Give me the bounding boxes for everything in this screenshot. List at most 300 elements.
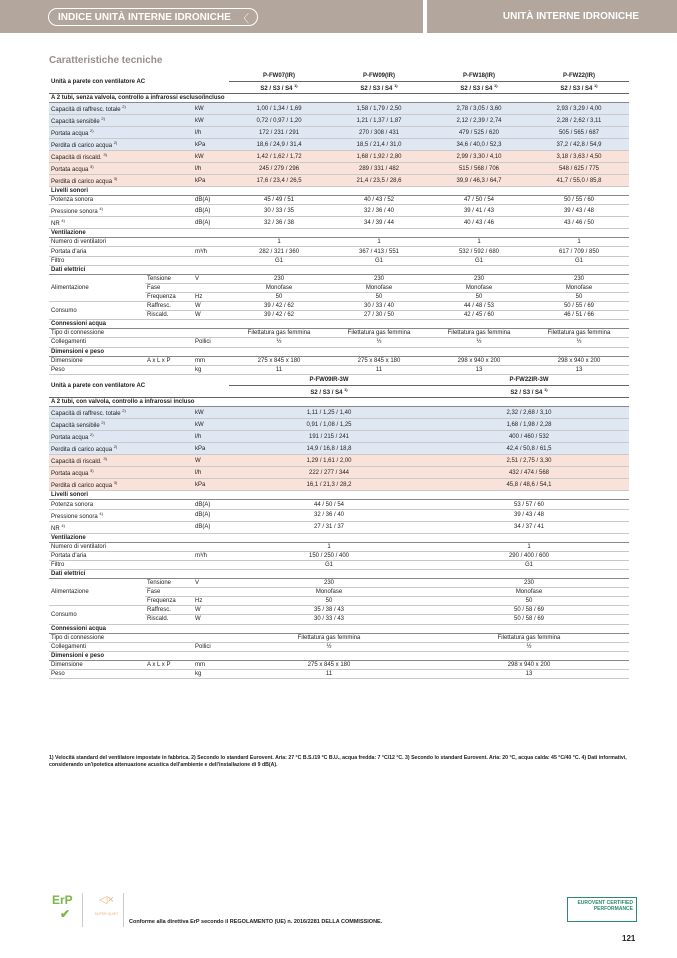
cell-value: 39 / 42 / 62 <box>229 311 329 320</box>
row-unit: kPa <box>193 139 229 151</box>
cell-value: 50 <box>229 597 429 606</box>
cell-value: 45,8 / 48,6 / 54,1 <box>429 479 629 491</box>
row-label: Portata acqua $^{2)}$ <box>49 127 193 139</box>
group-row <box>49 187 629 196</box>
row-unit: dB(A) <box>193 217 229 229</box>
cell-value: 1 <box>229 542 429 551</box>
cell-value: 42,4 / 50,8 / 61,5 <box>429 443 629 455</box>
cell-value: 282 / 321 / 360 <box>229 247 329 256</box>
cell-value: 42 / 45 / 60 <box>429 311 529 320</box>
row-label: Dimensione <box>49 660 145 669</box>
index-link-label: INDICE UNITÀ INTERNE IDRONICHE <box>58 12 231 23</box>
row-unit: Pollici <box>193 338 229 347</box>
table-row <box>49 365 629 374</box>
cell-value: 1,00 / 1,34 / 1,69 <box>229 103 329 115</box>
row-label: Consumo <box>49 606 145 624</box>
cell-value: 1,58 / 1,79 / 2,50 <box>329 103 429 115</box>
row-label: Capacità sensibile $^{2)}$ <box>49 115 193 127</box>
cell-value: 50 / 58 / 69 <box>429 606 629 615</box>
cell-value: 39,9 / 46,3 / 64,7 <box>429 175 529 187</box>
table-row <box>49 238 629 247</box>
cell-value: 245 / 279 / 296 <box>229 163 329 175</box>
footnote-ref: 1) <box>344 387 348 393</box>
row-label: Perdita di carico acqua $^{2)}$ <box>49 139 193 151</box>
cell-value: 172 / 231 / 291 <box>229 127 329 139</box>
cell-value: 17,6 / 23,4 / 26,5 <box>229 175 329 187</box>
cell-value: ½ <box>529 338 629 347</box>
row-unit: m³/h <box>193 247 229 256</box>
cell-value: G1 <box>229 256 329 265</box>
cell-value: 39 / 43 / 48 <box>429 509 629 521</box>
group-title: Livelli sonori <box>49 491 629 500</box>
cell-value: 13 <box>429 365 529 374</box>
row-label: Perdita di carico acqua $^{3)}$ <box>49 175 193 187</box>
table-row <box>49 338 629 347</box>
group-row <box>49 569 629 578</box>
table-row <box>49 606 629 615</box>
cell-value: 44 / 48 / 53 <box>429 302 529 311</box>
footnote-ref: 2) <box>90 128 94 134</box>
cell-value: 532 / 592 / 680 <box>429 247 529 256</box>
cell-value: 2,12 / 2,39 / 2,74 <box>429 115 529 127</box>
cell-value: 298 x 940 x 200 <box>529 356 629 365</box>
table-row <box>49 579 629 588</box>
footnote-ref: 1) <box>394 83 398 88</box>
cell-value: ½ <box>429 642 629 651</box>
cell-value: 222 / 277 / 344 <box>229 467 429 479</box>
table-row <box>49 642 629 651</box>
footnote-ref: 4) <box>61 522 65 528</box>
table-row <box>49 256 629 265</box>
group-title: A 2 tubi, con valvola, controllo a infrarossi incluso <box>49 398 629 407</box>
footnote-ref: 3) <box>103 456 107 462</box>
cell-value: 34 / 39 / 44 <box>329 217 429 229</box>
table-row <box>49 205 629 217</box>
cell-value: 515 / 568 / 706 <box>429 163 529 175</box>
row-unit: kPa <box>193 479 229 491</box>
row-sublabel: Riscald. <box>145 615 193 624</box>
cell-value: 230 <box>429 274 529 283</box>
spec-table <box>49 70 629 679</box>
cell-value: ½ <box>429 338 529 347</box>
cell-value: Filettatura gas femmina <box>429 329 529 338</box>
footnote-ref: 3) <box>113 176 118 182</box>
cell-value: 40 / 43 / 52 <box>329 196 429 205</box>
cell-value: 50 <box>329 292 429 301</box>
row-sublabel: Tensione <box>145 579 193 588</box>
row-sublabel: Fase <box>145 283 193 292</box>
group-title: Dati elettrici <box>49 569 629 578</box>
model-header-row <box>49 70 629 82</box>
row-label: Pressione sonora $^{4)}$ <box>49 509 193 521</box>
table-row <box>49 175 629 187</box>
cell-value: 11 <box>229 669 429 678</box>
speed-label: S2 / S3 / S4 $^{1)}$ <box>529 82 629 94</box>
group-row <box>49 651 629 660</box>
cell-value: 14,9 / 16,8 / 18,8 <box>229 443 429 455</box>
cell-value: 2,78 / 3,05 / 3,60 <box>429 103 529 115</box>
row-unit: V <box>193 579 229 588</box>
table-row <box>49 103 629 115</box>
row-unit: kg <box>193 669 229 678</box>
row-label: Pressione sonora $^{4)}$ <box>49 205 193 217</box>
cell-value: 32 / 36 / 38 <box>229 217 329 229</box>
cell-value: ½ <box>229 642 429 651</box>
row-label: Peso <box>49 669 193 678</box>
cell-value: Filettatura gas femmina <box>229 633 429 642</box>
cell-value: 43 / 46 / 50 <box>529 217 629 229</box>
cell-value: G1 <box>529 256 629 265</box>
row-unit: dB(A) <box>193 500 229 509</box>
model-name: P-FW07(IR) <box>229 70 329 82</box>
row-label: Numero di ventilatori <box>49 238 193 247</box>
group-title: Connessioni acqua <box>49 320 629 329</box>
row-label: Peso <box>49 365 193 374</box>
eurovent-logo <box>567 897 637 922</box>
cell-value: Filettatura gas femmina <box>529 329 629 338</box>
index-link[interactable] <box>48 8 258 26</box>
speed-label: S2 / S3 / S4 $^{1)}$ <box>429 386 629 398</box>
section-title: UNITÀ INTERNE IDRONICHE <box>502 11 639 22</box>
row-unit <box>193 238 229 247</box>
table-row <box>49 419 629 431</box>
header-label: Unità a parete con ventilatore AC <box>49 70 229 94</box>
page-title: Caratteristiche tecniche <box>49 55 163 66</box>
row-label: Perdita di carico acqua $^{3)}$ <box>49 479 193 491</box>
cell-value: 27 / 31 / 37 <box>229 521 429 533</box>
table-row <box>49 479 629 491</box>
cell-value: G1 <box>429 256 529 265</box>
cell-value: 18,5 / 21,4 / 31,0 <box>329 139 429 151</box>
cell-value: 41,7 / 55,0 / 85,8 <box>529 175 629 187</box>
table-row <box>49 431 629 443</box>
footnote-ref: 3) <box>103 152 107 158</box>
cell-value: 40 / 43 / 46 <box>429 217 529 229</box>
cell-value: 53 / 57 / 60 <box>429 500 629 509</box>
cell-value: 1 <box>529 238 629 247</box>
row-label: Capacità di riscald. $^{3)}$ <box>49 455 193 467</box>
row-label: Capacità di riscald. $^{3)}$ <box>49 151 193 163</box>
table-row <box>49 633 629 642</box>
row-unit: m³/h <box>193 551 229 560</box>
check-icon: ✔ <box>60 907 71 921</box>
row-label: Portata acqua $^{2)}$ <box>49 431 193 443</box>
table-row <box>49 443 629 455</box>
group-title: Livelli sonori <box>49 187 629 196</box>
footnote-ref: 2) <box>101 420 105 426</box>
cell-value: 0,72 / 0,97 / 1,20 <box>229 115 329 127</box>
cell-value: 298 x 940 x 200 <box>429 356 529 365</box>
cell-value: 230 <box>229 274 329 283</box>
group-row <box>49 624 629 633</box>
row-unit: Hz <box>193 292 229 301</box>
cell-value: 2,28 / 2,62 / 3,11 <box>529 115 629 127</box>
row-unit: Pollici <box>193 642 229 651</box>
row-label: Alimentazione <box>49 579 145 606</box>
table-row <box>49 407 629 419</box>
cell-value: 46 / 51 / 66 <box>529 311 629 320</box>
cell-value: 2,93 / 3,29 / 4,00 <box>529 103 629 115</box>
cell-value: Filettatura gas femmina <box>229 329 329 338</box>
cell-value: 50 <box>429 597 629 606</box>
cell-value: G1 <box>329 256 429 265</box>
row-label: Portata d'aria <box>49 551 193 560</box>
group-row <box>49 229 629 238</box>
row-unit: V <box>193 274 229 283</box>
model-header-row <box>49 374 629 386</box>
table-row <box>49 247 629 256</box>
row-unit: l/h <box>193 163 229 175</box>
cell-value: Monofase <box>329 283 429 292</box>
table-row <box>49 669 629 678</box>
cell-value: 27 / 30 / 50 <box>329 311 429 320</box>
cell-value: 16,1 / 21,3 / 28,2 <box>229 479 429 491</box>
cell-value: 367 / 413 / 551 <box>329 247 429 256</box>
cell-value: 275 x 845 x 180 <box>329 356 429 365</box>
header-bar-left <box>0 0 423 33</box>
footnote-ref: 2) <box>122 408 126 414</box>
speed-label: S2 / S3 / S4 $^{1)}$ <box>329 82 429 94</box>
cell-value: 0,91 / 1,08 / 1,25 <box>229 419 429 431</box>
cell-value: 617 / 709 / 850 <box>529 247 629 256</box>
row-unit <box>193 329 229 338</box>
table-row <box>49 542 629 551</box>
cell-value: 11 <box>329 365 429 374</box>
row-label: NR $^{4)}$ <box>49 521 193 533</box>
cell-value: 50 / 55 / 69 <box>529 302 629 311</box>
group-title: Dati elettrici <box>49 265 629 274</box>
table-row <box>49 274 629 283</box>
model-name: P-FW18(IR) <box>429 70 529 82</box>
group-row <box>49 265 629 274</box>
cell-value: 275 x 845 x 180 <box>229 660 429 669</box>
table-row <box>49 302 629 311</box>
cell-value: 35 / 38 / 43 <box>229 606 429 615</box>
erp-text: ErP <box>52 893 73 907</box>
cell-value: G1 <box>429 560 629 569</box>
speed-label: S2 / S3 / S4 $^{1)}$ <box>229 386 429 398</box>
row-unit: dB(A) <box>193 205 229 217</box>
row-sublabel: A x L x P <box>145 356 193 365</box>
cell-value: Monofase <box>429 283 529 292</box>
footnote-ref: 1) <box>544 387 548 393</box>
row-label: Collegamenti <box>49 338 193 347</box>
cell-value: 1 <box>229 238 329 247</box>
footnote-ref: 2) <box>113 140 118 146</box>
row-sublabel: Frequenza <box>145 292 193 301</box>
cell-value: 230 <box>329 274 429 283</box>
table-row <box>49 455 629 467</box>
cell-value: 1,68 / 1,92 / 2,80 <box>329 151 429 163</box>
footnote-ref: 4) <box>99 206 103 212</box>
row-sublabel: Frequenza <box>145 597 193 606</box>
cell-value: 1,11 / 1,25 / 1,40 <box>229 407 429 419</box>
model-name: P-FW22(IR) <box>529 70 629 82</box>
row-label: Filtro <box>49 256 193 265</box>
cell-value: 50 <box>229 292 329 301</box>
row-unit: kW <box>193 407 229 419</box>
model-name: P-FW09(IR) <box>329 70 429 82</box>
group-title: Connessioni acqua <box>49 624 629 633</box>
table-row <box>49 196 629 205</box>
group-row <box>49 320 629 329</box>
cell-value: Filettatura gas femmina <box>329 329 429 338</box>
footnote-ref: 1) <box>594 83 598 88</box>
group-row <box>49 94 629 103</box>
cell-value: ½ <box>329 338 429 347</box>
row-label: Dimensione <box>49 356 145 365</box>
row-label: Filtro <box>49 560 193 569</box>
row-label: Perdita di carico acqua $^{2)}$ <box>49 443 193 455</box>
table-row <box>49 115 629 127</box>
row-unit: l/h <box>193 431 229 443</box>
cell-value: Monofase <box>229 588 429 597</box>
footnote-ref: 2) <box>90 432 94 438</box>
group-title: Ventilazione <box>49 229 629 238</box>
table-row <box>49 163 629 175</box>
row-unit <box>193 542 229 551</box>
model-name: P-FW09IR-3W <box>229 374 429 386</box>
cell-value: 3,18 / 3,63 / 4,50 <box>529 151 629 163</box>
cell-value: 548 / 625 / 775 <box>529 163 629 175</box>
table-row <box>49 217 629 229</box>
row-unit: W <box>193 455 229 467</box>
group-title: A 2 tubi, senza valvola, controllo a infrarossi escluso/incluso <box>49 94 629 103</box>
footnote-ref: 3) <box>90 164 94 170</box>
row-sublabel: Riscald. <box>145 311 193 320</box>
group-title: Ventilazione <box>49 533 629 542</box>
table-row <box>49 521 629 533</box>
row-unit: l/h <box>193 127 229 139</box>
cell-value: 290 / 400 / 600 <box>429 551 629 560</box>
row-unit: kW <box>193 103 229 115</box>
row-unit <box>193 633 229 642</box>
footnote-ref: 4) <box>61 218 65 224</box>
row-unit: W <box>193 311 229 320</box>
cell-value: 230 <box>229 579 429 588</box>
conformity-note: Conforme alla direttiva ErP secondo il REGOLAMENTO (UE) n. 2016/2281 DELLA COMMISSIONE. <box>129 919 383 925</box>
cell-value: 39 / 43 / 48 <box>529 205 629 217</box>
cell-value: 479 / 525 / 620 <box>429 127 529 139</box>
footnote-ref: 2) <box>113 444 118 450</box>
row-label: Portata d'aria <box>49 247 193 256</box>
table-row <box>49 551 629 560</box>
cell-value: 39 / 41 / 43 <box>429 205 529 217</box>
cell-value: 230 <box>429 579 629 588</box>
row-label: Capacità di raffresc. totale $^{2)}$ <box>49 407 193 419</box>
cell-value: 50 / 58 / 69 <box>429 615 629 624</box>
cell-value: 13 <box>429 669 629 678</box>
row-unit <box>193 283 229 292</box>
cell-value: 2,99 / 3,30 / 4,10 <box>429 151 529 163</box>
cell-value: 39 / 42 / 62 <box>229 302 329 311</box>
table-row <box>49 467 629 479</box>
row-unit: W <box>193 606 229 615</box>
row-sublabel: Tensione <box>145 274 193 283</box>
group-row <box>49 398 629 407</box>
model-name: P-FW22IR-3W <box>429 374 629 386</box>
table-row <box>49 560 629 569</box>
chevron-left-icon: 〈 <box>238 13 249 25</box>
cell-value: 289 / 331 / 482 <box>329 163 429 175</box>
cell-value: 34,6 / 40,0 / 52,3 <box>429 139 529 151</box>
cell-value: 191 / 215 / 241 <box>229 431 429 443</box>
cell-value: 150 / 250 / 400 <box>229 551 429 560</box>
cell-value: 50 <box>529 292 629 301</box>
row-unit: W <box>193 302 229 311</box>
row-label: Consumo <box>49 302 145 320</box>
row-unit: kg <box>193 365 229 374</box>
row-label: Numero di ventilatori <box>49 542 193 551</box>
row-unit: mm <box>193 660 229 669</box>
cell-value: 32 / 36 / 40 <box>229 509 429 521</box>
table-row <box>49 139 629 151</box>
cell-value: 1,42 / 1,62 / 1,72 <box>229 151 329 163</box>
row-label: Portata acqua $^{3)}$ <box>49 467 193 479</box>
cell-value: 11 <box>229 365 329 374</box>
row-sublabel: Raffresc. <box>145 302 193 311</box>
footnote-ref: 4) <box>99 510 103 516</box>
row-label: Potenza sonora <box>49 196 193 205</box>
cell-value: 30 / 33 / 43 <box>229 615 429 624</box>
footnotes: 1) Velocità standard del ventilatore impostate in fabbrica. 2) Secondo lo standard Eurovent. Aria: 27 °C B.S./19 °C B.U., acqua fredda: 7 °C/12 °C. 3) Secondo lo standard Eurovent. Aria: 20 °C, acqua calda: 45 °C/40 °C. 4) Dati informativi, considerando un'ipotetica attenuazione acustica dell'ambiente e dell'installazione di 9 dB(A). <box>49 755 627 768</box>
cell-value: 1,29 / 1,61 / 2,00 <box>229 455 429 467</box>
header-label: Unità a parete con ventilatore AC <box>49 374 229 398</box>
row-unit: W <box>193 615 229 624</box>
row-label: Capacità sensibile $^{2)}$ <box>49 419 193 431</box>
erp-logo <box>49 893 83 927</box>
row-unit: kPa <box>193 443 229 455</box>
row-sublabel: Fase <box>145 588 193 597</box>
cell-value: 45 / 49 / 51 <box>229 196 329 205</box>
row-unit: kW <box>193 151 229 163</box>
row-label: Tipo di connessione <box>49 329 193 338</box>
footnote-ref: 1) <box>294 83 298 88</box>
footnote-ref: 2) <box>101 116 105 122</box>
header-bar-right <box>427 0 677 33</box>
cell-value: G1 <box>229 560 429 569</box>
cell-value: 34 / 37 / 41 <box>429 521 629 533</box>
row-sublabel: A x L x P <box>145 660 193 669</box>
row-unit: l/h <box>193 467 229 479</box>
cell-value: 1,68 / 1,98 / 2,28 <box>429 419 629 431</box>
table-row <box>49 356 629 365</box>
table-row <box>49 127 629 139</box>
row-unit: mm <box>193 356 229 365</box>
group-row <box>49 533 629 542</box>
row-label: NR $^{4)}$ <box>49 217 193 229</box>
group-title: Dimensioni e peso <box>49 347 629 356</box>
speed-label: S2 / S3 / S4 $^{1)}$ <box>229 82 329 94</box>
cell-value: Monofase <box>229 283 329 292</box>
group-title: Dimensioni e peso <box>49 651 629 660</box>
cell-value: 275 x 845 x 180 <box>229 356 329 365</box>
cell-value: 505 / 565 / 687 <box>529 127 629 139</box>
cell-value: 270 / 308 / 431 <box>329 127 429 139</box>
row-unit: dB(A) <box>193 509 229 521</box>
cell-value: 13 <box>529 365 629 374</box>
cell-value: 18,6 / 24,9 / 31,4 <box>229 139 329 151</box>
table-row <box>49 500 629 509</box>
page-number: 121 <box>622 934 636 943</box>
row-unit: dB(A) <box>193 521 229 533</box>
row-unit: Hz <box>193 597 229 606</box>
cell-value: 230 <box>529 274 629 283</box>
cell-value: Monofase <box>529 283 629 292</box>
row-label: Alimentazione <box>49 274 145 301</box>
footnote-ref: 3) <box>113 480 118 486</box>
cell-value: 50 <box>429 292 529 301</box>
